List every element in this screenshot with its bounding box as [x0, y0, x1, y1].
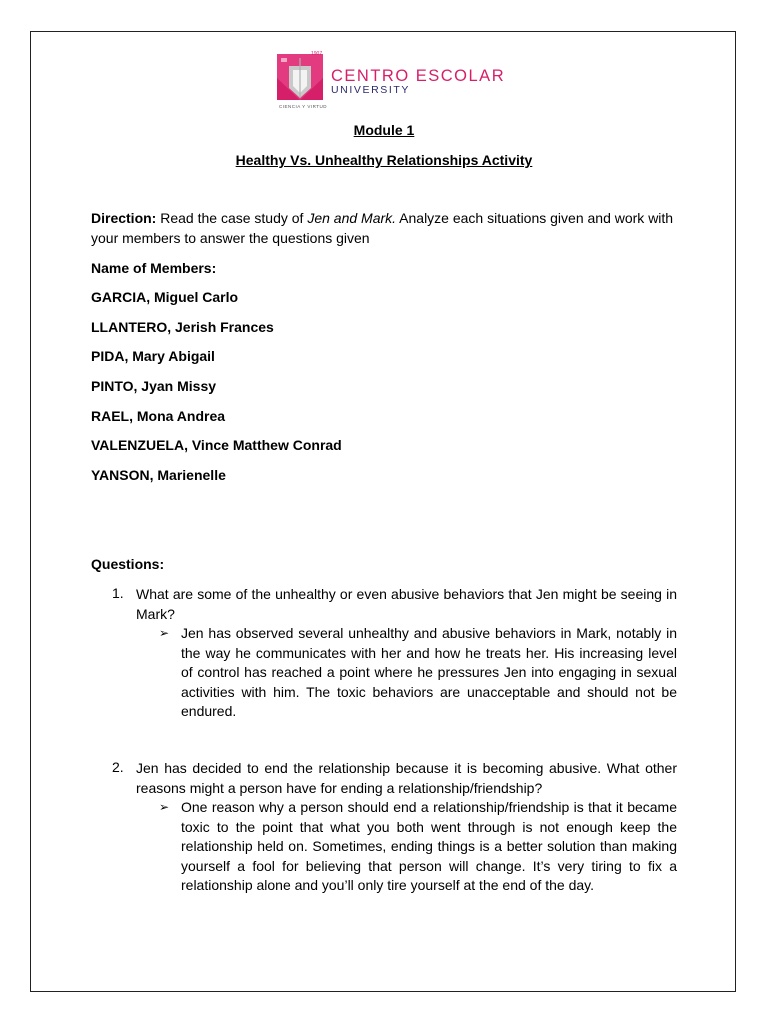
activity-title: Healthy Vs. Unhealthy Relationships Activity — [235, 152, 533, 168]
members-label: Name of Members: — [91, 260, 217, 276]
member-name: GARCIA, Miguel Carlo — [91, 289, 239, 305]
question-number: 1. — [112, 585, 124, 601]
direction-text-a: Read the case study of — [156, 210, 308, 226]
question-number: 2. — [112, 759, 124, 775]
question-text: Jen has decided to end the relationship because it is becoming abusive. What other reasons might a person have for ending a relationship/friendship? — [136, 760, 677, 796]
logo-year: 1907 — [311, 51, 323, 57]
arrow-bullet-icon: ➢ — [159, 626, 170, 640]
question-text: What are some of the unhealthy or even abusive behaviors that Jen might be seeing in Mark? — [136, 586, 677, 622]
direction-text-b: Analyze each situations given and work with your members to answer the questions given — [91, 210, 674, 246]
logo-motto: CIENCIA Y VIRTUD — [279, 104, 328, 109]
direction-case-name: Jen and Mark. — [307, 210, 397, 226]
member-name: PINTO, Jyan Missy — [91, 378, 217, 394]
university-crest-icon — [275, 48, 327, 110]
answer-text: One reason why a person should end a relationship/friendship is that it became toxic to the point that what you both went through is not enough keep the relationship held on. Sometimes, ending things is a better solution than making yourself a fool for believing that person will change. It’s very tiring to fix a relationship alone and you’ll only tire yourself at the end of the day. — [181, 799, 677, 893]
member-name: YANSON, Marienelle — [91, 467, 226, 483]
logo-university-name: CENTRO ESCOLAR — [331, 67, 506, 85]
member-name: VALENZUELA, Vince Matthew Conrad — [91, 437, 342, 453]
member-name: RAEL, Mona Andrea — [91, 408, 226, 424]
direction-label: Direction: — [91, 210, 157, 226]
arrow-bullet-icon: ➢ — [159, 800, 170, 814]
answer-text: Jen has observed several unhealthy and abusive behaviors in Mark, notably in the way he communicates with her and how he treats her. His increasing level of control has reached a point where he pressures Jen into engaging in sexual activities with him. The toxic behaviors are unacceptable and should not be endured. — [181, 625, 677, 719]
direction-paragraph — [91, 209, 691, 248]
logo-university-sub: UNIVERSITY — [331, 84, 411, 96]
member-name: PIDA, Mary Abigail — [91, 348, 215, 364]
member-name: LLANTERO, Jerish Frances — [91, 319, 274, 335]
module-title: Module 1 — [353, 122, 415, 138]
university-logo — [275, 48, 505, 114]
questions-label: Questions: — [91, 556, 165, 572]
